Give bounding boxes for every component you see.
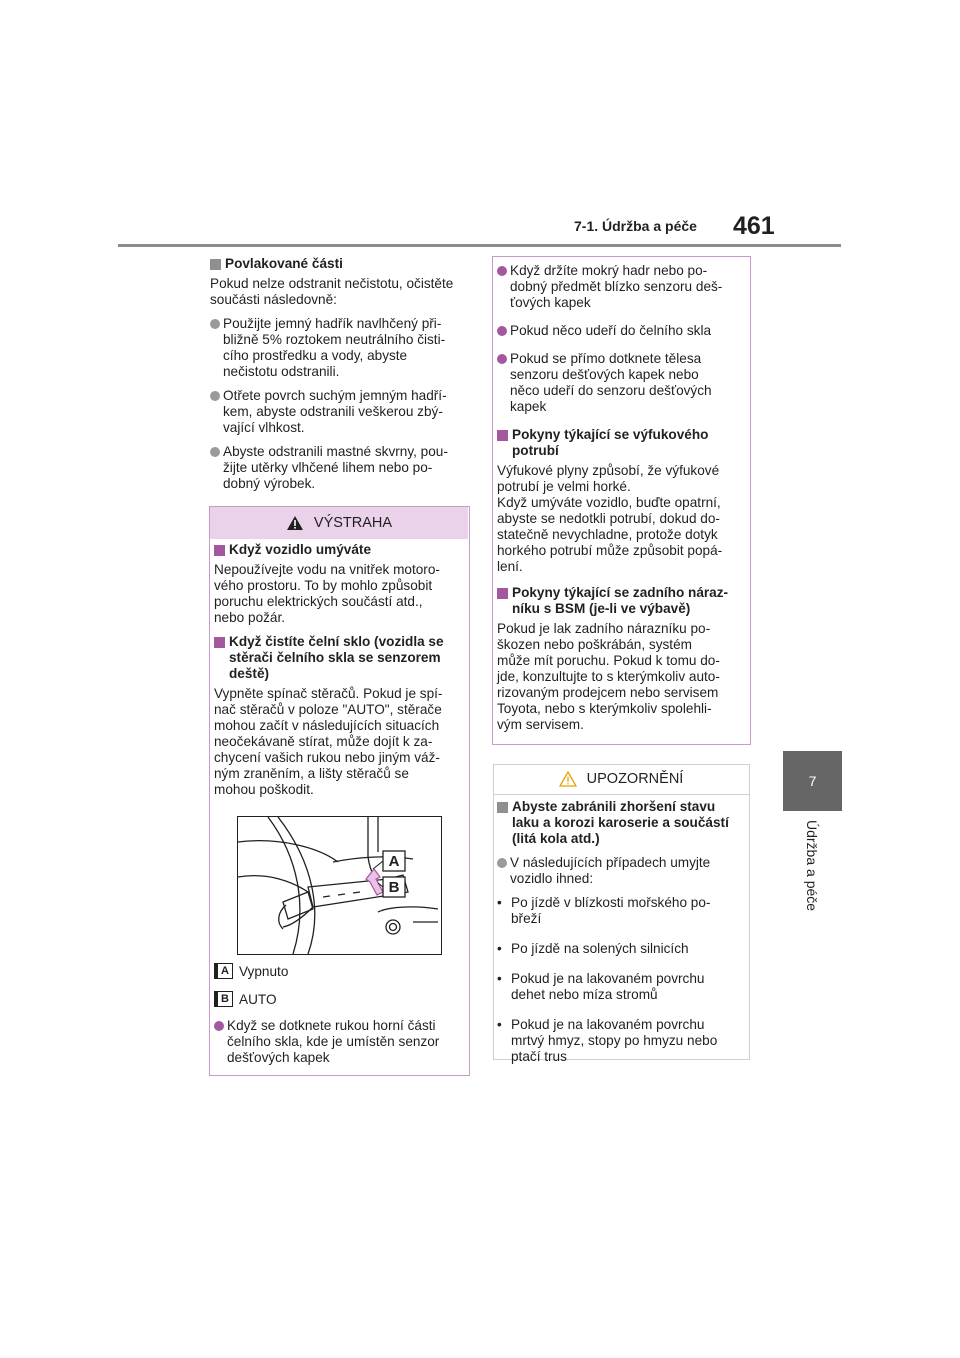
arrow-icon: [366, 869, 383, 895]
square-bullet-icon: [497, 802, 508, 813]
legend-a: A Vypnuto: [214, 963, 288, 979]
list-item: Když se dotknete rukou horní části čelního skla, kde je umístěn senzor dešťových kapek: [214, 1018, 466, 1066]
chapter-label: Údržba a péče: [804, 820, 820, 912]
circle-bullet-icon: [214, 1021, 224, 1031]
notice-title: UPOZORNĚNÍ: [586, 771, 684, 787]
list-item: • Pokud je na lakovaném povrchu dehet nebo míza stromů: [497, 971, 705, 1002]
circle-bullet-icon: [497, 858, 507, 868]
circle-bullet-icon: [497, 266, 507, 276]
exhaust-text: Výfukové plyny způsobí, že výfukové potrubí je velmi horké. Když umýváte vozidlo, buďte opatrní, abyste se nedotkli potrubí, dokud do- statečně nevychladne, protože dotyk horkého potrubí může způsobit popá- lení.: [497, 463, 723, 574]
steering-column-drawing: [238, 817, 441, 954]
wiper-switch-illustration: [237, 816, 442, 955]
heading-cleaning-windshield: Když čistíte čelní sklo (vozidla se stěrači čelního skla se senzorem deště): [214, 634, 466, 682]
dot-bullet-icon: •: [497, 1017, 502, 1032]
list-item: • Po jízdě v blízkosti mořského po- břeží: [497, 895, 711, 926]
dot-bullet-icon: •: [497, 941, 502, 956]
square-bullet-icon: [210, 259, 221, 270]
heading-washing-vehicle: Když vozidlo umýváte: [214, 542, 466, 558]
square-bullet-icon: [214, 545, 225, 556]
dot-bullet-icon: •: [497, 971, 502, 986]
right-warning-content: [497, 263, 747, 733]
list-item: Pokud něco udeří do čelního skla: [497, 323, 747, 339]
list-item: Když držíte mokrý hadr nebo po- dobný předmět blízko senzoru deš- ťových kapek: [497, 263, 747, 311]
heading-paint-protection: Abyste zabránili zhoršení stavu laku a korozi karoserie a součástí (litá kola atd.): [497, 799, 747, 847]
chapter-tab[interactable]: 7: [783, 751, 842, 811]
page-number: 461: [733, 212, 775, 240]
square-bullet-icon: [214, 637, 225, 648]
list-item: V následujících případech umyjte vozidlo ihned:: [497, 855, 747, 887]
callout-a: A: [388, 853, 400, 870]
notice-header: [493, 764, 749, 795]
left-column: [210, 256, 472, 492]
warning-header: [210, 507, 468, 539]
circle-bullet-icon: [210, 319, 220, 329]
warning-bullet-area: [214, 1018, 466, 1066]
heading-exhaust: Pokyny týkající se výfukového potrubí: [497, 427, 747, 459]
list-item: • Pokud je na lakovaném povrchu mrtvý hmyz, stopy po hmyzu nebo ptačí trus: [497, 1017, 718, 1064]
circle-bullet-icon: [210, 447, 220, 457]
caution-triangle-icon: [559, 771, 577, 787]
dot-bullet-icon: •: [497, 895, 502, 910]
legend-b: B AUTO: [214, 991, 277, 1007]
list-item: Pokud se přímo dotknete tělesa senzoru dešťových kapek nebo něco udeří do senzoru dešťových kapek: [497, 351, 747, 415]
circle-bullet-icon: [497, 354, 507, 364]
intro-text: Pokud nelze odstranit nečistotu, očistěte součásti následovně:: [210, 276, 454, 307]
square-bullet-icon: [497, 588, 508, 599]
section-title: 7-1. Údržba a péče: [574, 218, 697, 234]
heading-coated-parts: Povlakované části: [210, 256, 472, 272]
label-a-box: A: [214, 963, 233, 979]
callout-b: B: [388, 879, 400, 896]
warning-text-2: Vypněte spínač stěračů. Pokud je spí- nač stěračů v poloze "AUTO", stěrače mohou začít v následujících situacích neočekávaně stírat, může dojít k za- chycení vašich rukou nebo jiným váž- ným zraněním, a lišty stěračů se mohou poškodit.: [214, 686, 443, 797]
warning-content: [214, 542, 466, 798]
bumper-text: Pokud je lak zadního nárazníku po- škozen nebo poškrábán, systém může mít poruchu. Pokud k tomu do- jde, konzultujte to s kterýmkoliv auto- rizovaným prodejcem nebo servisem Toyota, nebo s kterýmkoliv spolehli- vým servisem.: [497, 621, 720, 732]
list-item: Otřete povrch suchým jemným hadří- kem, abyste odstranili veškerou zbý- vající vlhkost.: [210, 388, 472, 436]
notice-content: [497, 799, 747, 1065]
list-item: • Po jízdě na solených silnicích: [497, 941, 689, 956]
circle-bullet-icon: [497, 326, 507, 336]
warning-text-1: Nepoužívejte vodu na vnitřek motoro- vého prostoru. To by mohlo způsobit poruchu elektrických součástí atd., nebo požár.: [214, 562, 440, 625]
header-rule: [118, 244, 841, 247]
list-item: Abyste odstranili mastné skvrny, pou- žijte utěrky vlhčené lihem nebo po- dobný výrobek.: [210, 444, 472, 492]
square-bullet-icon: [497, 430, 508, 441]
list-item: Použijte jemný hadřík navlhčený při- bližně 5% roztokem neutrálního čisti- cího prostředku a vody, abyste nečistotu odstranili.: [210, 316, 472, 380]
warning-triangle-icon: [286, 515, 304, 531]
label-b-box: B: [214, 991, 233, 1007]
warning-title: VÝSTRAHA: [313, 515, 393, 531]
heading-bumper-bsm: Pokyny týkající se zadního náraz- níku s BSM (je-li ve výbavě): [497, 585, 747, 617]
circle-bullet-icon: [210, 391, 220, 401]
